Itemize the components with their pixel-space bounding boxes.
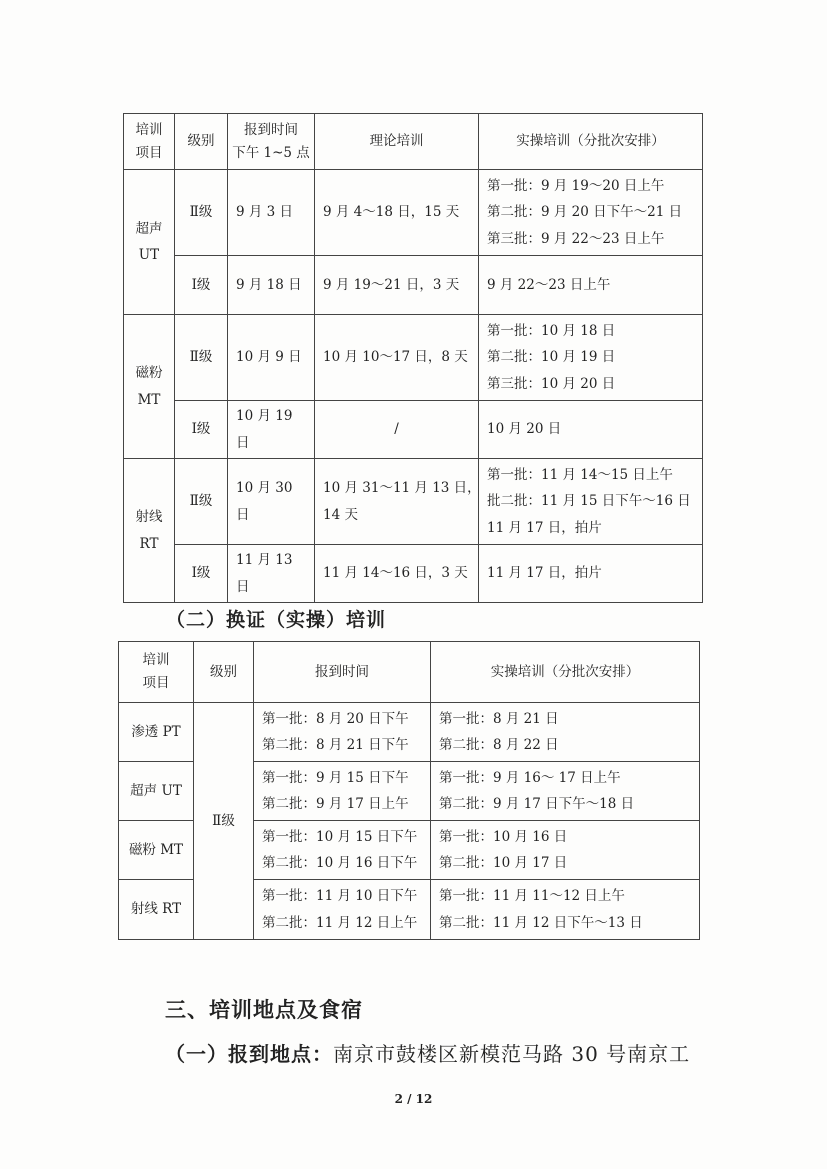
- practice-cell: 第一批：11 月 11～12 日上午 第二批：11 月 12 日下午～13 日: [431, 880, 700, 940]
- table-row: [124, 315, 703, 401]
- report-cell: 10 月 30 日: [228, 459, 315, 545]
- report-cell: 第一批：8 月 20 日下午 第二批：8 月 21 日下午: [254, 703, 431, 762]
- report-cell: 10 月 19 日: [228, 401, 315, 459]
- report-location-text: 南京市鼓楼区新模范马路 30 号南京工: [333, 1042, 691, 1066]
- level-cell: Ⅱ级: [175, 315, 228, 401]
- table-header-row: [119, 642, 700, 703]
- table-row: [124, 459, 703, 545]
- project-cell: 磁粉 MT: [119, 821, 194, 880]
- project-cell: 射线 RT: [119, 880, 194, 940]
- report-cell: 10 月 9 日: [228, 315, 315, 401]
- header-theory: 理论培训: [315, 114, 479, 170]
- header-report: 报到时间 下午 1~5 点: [228, 114, 315, 170]
- subheading-renewal: （二）换证（实操）培训: [166, 609, 387, 631]
- theory-cell: 10 月 10～17 日，8 天: [315, 315, 479, 401]
- header-project: 培训 项目: [119, 642, 194, 703]
- table-row: [124, 401, 703, 459]
- project-cell: 渗透 PT: [119, 703, 194, 762]
- header-report: 报到时间: [254, 642, 431, 703]
- practice-cell: 11 月 17 日，拍片: [479, 545, 703, 603]
- header-practice: 实操培训（分批次安排）: [431, 642, 700, 703]
- practice-cell: 10 月 20 日: [479, 401, 703, 459]
- practice-cell: 第一批：9 月 16～ 17 日上午 第二批：9 月 17 日下午～18 日: [431, 762, 700, 821]
- level-cell: Ⅱ级: [175, 459, 228, 545]
- report-cell: 9 月 3 日: [228, 170, 315, 256]
- page-number: 2 / 12: [394, 1092, 433, 1106]
- practice-cell: 9 月 22～23 日上午: [479, 256, 703, 315]
- level-cell: Ⅱ级: [194, 703, 254, 940]
- header-level: 级别: [175, 114, 228, 170]
- practice-cell: 第一批：11 月 14～15 日上午 批二批：11 月 15 日下午～16 日 11 月 17 日，拍片: [479, 459, 703, 545]
- report-cell: 9 月 18 日: [228, 256, 315, 315]
- practice-cell: 第一批：10 月 18 日 第二批：10 月 19 日 第三批：10 月 20 日: [479, 315, 703, 401]
- report-cell: 第一批：11 月 10 日下午 第二批：11 月 12 日上午: [254, 880, 431, 940]
- theory-cell: 10 月 31～11 月 13 日， 14 天: [315, 459, 479, 545]
- theory-cell: 11 月 14～16 日，3 天: [315, 545, 479, 603]
- table-row: [124, 170, 703, 256]
- practice-cell: 第一批：10 月 16 日 第二批：10 月 17 日: [431, 821, 700, 880]
- report-location-label: （一）报到地点：: [165, 1042, 333, 1066]
- practice-cell: 第一批：8 月 21 日 第二批：8 月 22 日: [431, 703, 700, 762]
- report-cell: 第一批：10 月 15 日下午 第二批：10 月 16 日下午: [254, 821, 431, 880]
- theory-cell: /: [315, 401, 479, 459]
- theory-cell: 9 月 19～21 日，3 天: [315, 256, 479, 315]
- section-heading-location: 三、培训地点及食宿: [165, 997, 363, 1022]
- level-cell: Ⅱ级: [175, 170, 228, 256]
- report-cell: 第一批：9 月 15 日下午 第二批：9 月 17 日上午: [254, 762, 431, 821]
- table-row: [119, 703, 700, 762]
- renewal-schedule-table: [118, 641, 700, 940]
- project-mt: 磁粉 MT: [124, 315, 175, 459]
- header-practice: 实操培训（分批次安排）: [479, 114, 703, 170]
- training-schedule-table: [123, 113, 703, 603]
- level-cell: Ⅰ级: [175, 401, 228, 459]
- report-location-paragraph: [165, 1038, 690, 1067]
- report-cell: 11 月 13 日: [228, 545, 315, 603]
- project-rt: 射线 RT: [124, 459, 175, 603]
- header-level: 级别: [194, 642, 254, 703]
- project-cell: 超声 UT: [119, 762, 194, 821]
- practice-cell: 第一批：9 月 19～20 日上午 第二批：9 月 20 日下午～21 日 第三批：9 月 22～23 日上午: [479, 170, 703, 256]
- project-ut: 超声 UT: [124, 170, 175, 315]
- table-row: [124, 545, 703, 603]
- table-header-row: [124, 114, 703, 170]
- level-cell: Ⅰ级: [175, 256, 228, 315]
- table-row: [124, 256, 703, 315]
- level-cell: Ⅰ级: [175, 545, 228, 603]
- header-project: 培训 项目: [124, 114, 175, 170]
- theory-cell: 9 月 4～18 日，15 天: [315, 170, 479, 256]
